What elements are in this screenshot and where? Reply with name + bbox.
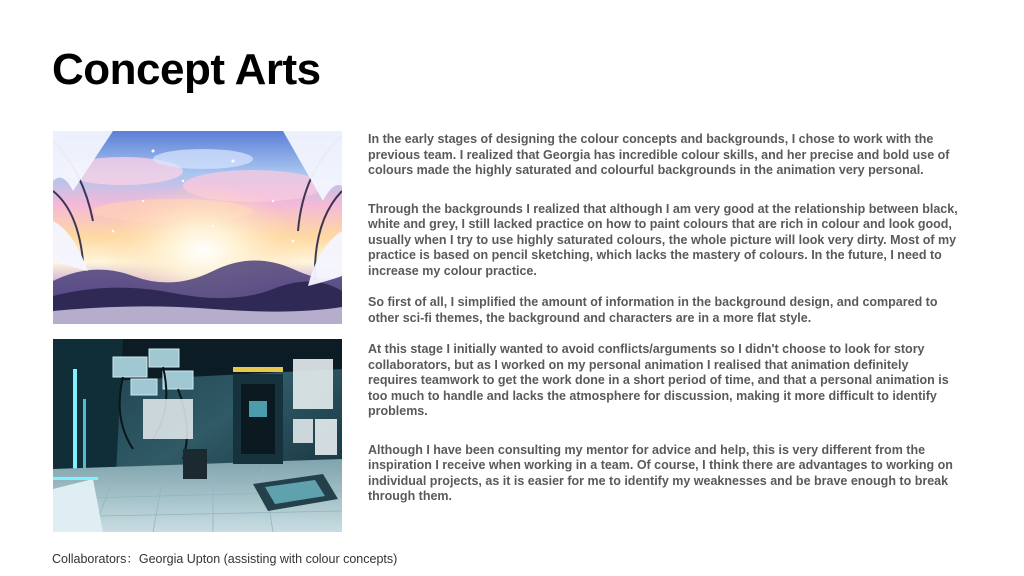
collaborators-caption: Collaborators：Georgia Upton (assisting with colour concepts): [52, 552, 398, 566]
paragraph-2: Through the backgrounds I realized that although I am very good at the relationship between black, white and grey, I still lacked practice on how to paint colours that are rich in colour and look good, usually when I try to use highly saturated colours, the whole picture will look very dirty. Most of my practice is based on pencil sketching, which lacks the mastery of colours. In the future, I need to increase my colour practice.: [368, 201, 958, 278]
body-text: [368, 132, 958, 505]
concept-art-sci-fi-lab: [53, 339, 342, 532]
paragraph-3: So first of all, I simplified the amount of information in the background design, and compared to other sci-fi themes, the background and characters are in a more flat style.: [368, 295, 938, 325]
paragraph-5: Although I have been consulting my mentor for advice and help, this is very different from the inspiration I receive when working in a team. Of course, I think there are advantages to working on individual projects, as it is easier for me to identify my weaknesses and be brave enough to break through them.: [368, 442, 953, 503]
paragraph-4: At this stage I initially wanted to avoid conflicts/arguments so I didn't choose to look for story collaborators, but as I worked on my personal animation I realised that animation definitely requires teamwork to get the work done in a short period of time, and that a personal animation is too much to handle and lacks the atmosphere for discussion, making it more difficult to identify problems.: [368, 342, 949, 418]
concept-art-snowy-sunrise: [53, 131, 342, 324]
paragraph-1: In the early stages of designing the colour concepts and backgrounds, I chose to work with the previous team. I realized that Georgia has incredible colour skills, and her precise and bold use of colours made the highly saturated and colourful backgrounds in the animation very personal.: [368, 132, 950, 177]
page-title: Concept Arts: [52, 45, 321, 94]
